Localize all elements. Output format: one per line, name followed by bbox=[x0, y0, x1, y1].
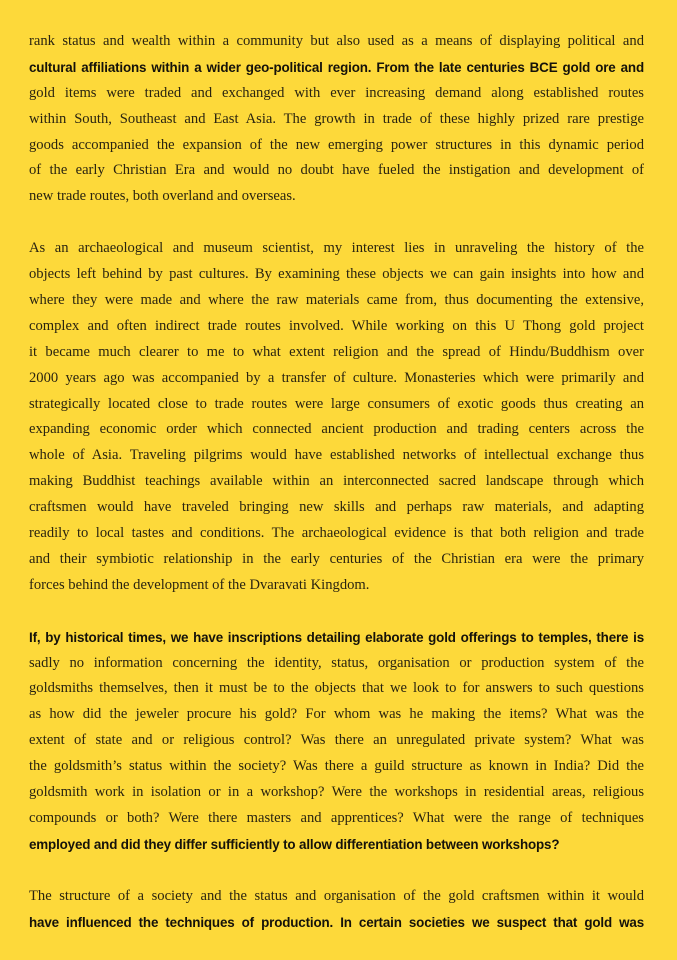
text-line: readily to local tastes and conditions. The archaeological evidence is that both religion and trade bbox=[29, 525, 644, 542]
text-line: forces behind the development of the Dvaravati Kingdom. bbox=[29, 576, 370, 593]
text-line: strategically located close to trade routes were large consumers of exotic goods thus creating an bbox=[29, 395, 644, 412]
text-line: objects left behind by past cultures. By examining these objects we can gain insights into how and bbox=[29, 266, 644, 283]
text-line: sadly no information concerning the identity, status, organisation or production system of the bbox=[29, 654, 644, 671]
text-line: within South, Southeast and East Asia. The growth in trade of these highly prized rare prestige bbox=[29, 110, 644, 127]
text-line: As an archaeological and museum scientist, my interest lies in unraveling the history of the bbox=[29, 240, 644, 257]
text-line: and their symbiotic relationship in the early centuries of the Christian era were the primary bbox=[29, 550, 644, 567]
text-line-bold: cultural affiliations within a wider geo-political region. From the late centuries BCE gold ore and bbox=[29, 59, 644, 75]
text-line: where they were made and where the raw materials came from, thus documenting the extensive, bbox=[29, 292, 644, 309]
text-line-bold: have influenced the techniques of production. In certain societies we suspect that gold was bbox=[29, 914, 644, 930]
paragraph-1 bbox=[29, 29, 644, 210]
text-line: of the early Christian Era and would no doubt have fueled the instigation and development of bbox=[29, 162, 644, 179]
text-line: craftsmen would have traveled bringing new skills and perhaps raw materials, and adapting bbox=[29, 499, 644, 516]
text-line: it became much clearer to me to what extent religion and the spread of Hindu/Buddhism over bbox=[29, 343, 644, 360]
paragraph-gap bbox=[29, 210, 644, 236]
text-line: goldsmith work in isolation or in a workshop? Were the workshops in residential areas, religious bbox=[29, 784, 644, 801]
text-line: 2000 years ago was accompanied by a transfer of culture. Monasteries which were primarily and bbox=[29, 369, 644, 386]
text-line: rank status and wealth within a community but also used as a means of displaying political and bbox=[29, 33, 644, 49]
paragraph-gap bbox=[29, 858, 644, 884]
text-line: The structure of a society and the status and organisation of the gold craftsmen within it would bbox=[29, 887, 644, 904]
text-line: whole of Asia. Traveling pilgrims would have established networks of intellectual exchange thus bbox=[29, 447, 644, 464]
text-line: goldsmiths themselves, then it must be to the objects that we look to for answers to such questions bbox=[29, 680, 644, 697]
paragraph-3 bbox=[29, 625, 644, 858]
text-line: making Buddhist teachings available within an interconnected sacred landscape through which bbox=[29, 473, 644, 490]
text-line: as how did the jeweler procure his gold? For whom was he making the items? What was the bbox=[29, 706, 644, 723]
paragraph-2 bbox=[29, 236, 644, 598]
text-line: complex and often indirect trade routes involved. While working on this U Thong gold project bbox=[29, 317, 644, 334]
paragraph-4 bbox=[29, 884, 644, 936]
text-line: goods accompanied the expansion of the new emerging power structures in this dynamic period bbox=[29, 136, 644, 153]
text-line: new trade routes, both overland and overseas. bbox=[29, 188, 296, 205]
text-line: the goldsmith’s status within the society? Was there a guild structure as known in India? Did the bbox=[29, 758, 644, 775]
text-line: compounds or both? Were there masters and apprentices? What were the range of techniques bbox=[29, 809, 644, 826]
text-line-bold: employed and did they differ sufficiently to allow differentiation between workshops? bbox=[29, 836, 560, 852]
text-line: expanding economic order which connected ancient production and trading centers across the bbox=[29, 421, 644, 438]
paragraph-gap bbox=[29, 599, 644, 625]
text-line-bold: If, by historical times, we have inscriptions detailing elaborate gold offerings to temples, there is bbox=[29, 629, 644, 645]
text-line: extent of state and or religious control? Was there an unregulated private system? What was bbox=[29, 732, 644, 749]
text-line: gold items were traded and exchanged with ever increasing demand along established routes bbox=[29, 84, 644, 101]
